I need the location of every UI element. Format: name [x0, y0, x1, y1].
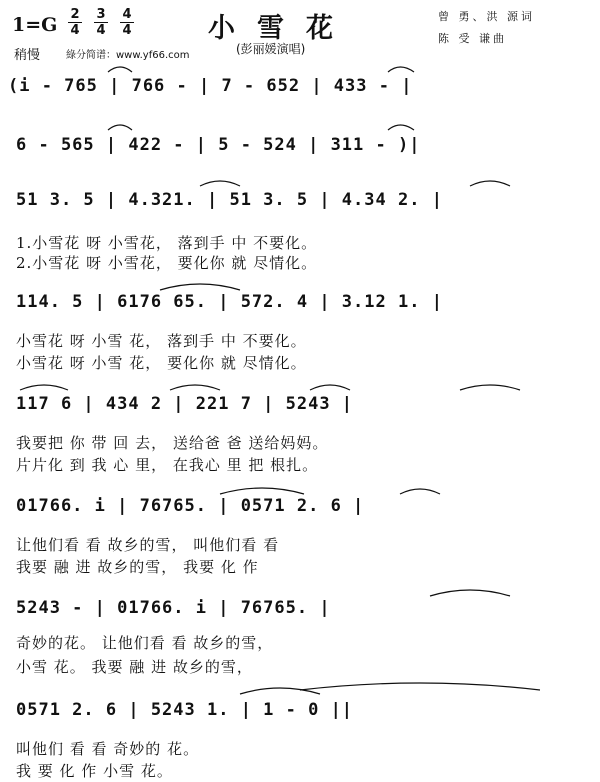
notation-line-7: 5243 - | 01766. i | 76765. | [16, 598, 331, 618]
notation-line-2: 6 - 565 | 422 - | 5 - 524 | 311 - )| [16, 135, 421, 155]
slur-arc [470, 181, 510, 186]
slur-arc [220, 488, 304, 494]
lyric-line-4-verse-1: 小雪花 呀 小雪 花， 落到手 中 不要化。 [16, 332, 307, 350]
time-signature-4-4: 4 4 [120, 8, 134, 37]
notation-line-5: 117 6 | 434 2 | 221 7 | 5243 | [16, 394, 354, 414]
slur-arc [20, 385, 68, 390]
time-signature-2-4: 2 4 [68, 8, 82, 37]
tie-arc [300, 683, 540, 690]
composer-credit: 陈 受 谦曲 [438, 32, 507, 45]
lyric-line-7-verse-1: 奇妙的花。 让他们看 看 故乡的雪， [16, 634, 274, 652]
slur-arc [460, 385, 520, 390]
lyric-line-3-verse-1: 1.小雪花 呀 小雪花， 落到手 中 不要化。 [16, 234, 318, 252]
performer-credit: (彭丽媛演唱) [236, 42, 306, 56]
lyric-line-8-verse-1: 叫他们 看 看 奇妙的 花。 [16, 740, 200, 758]
lyric-line-5-verse-1: 我要把 你 带 回 去， 送给爸 爸 送给妈妈。 [16, 434, 329, 452]
lyricist-credit: 曾 勇、洪 源词 [438, 10, 535, 23]
notation-line-6: 01766. i | 76765. | 0571 2. 6 | [16, 496, 365, 516]
lyric-line-6-verse-2: 我要 融 进 故乡的雪， 我要 化 作 [16, 558, 259, 576]
notation-line-3: 51 3. 5 | 4.321. | 51 3. 5 | 4.34 2. | [16, 190, 443, 210]
lyric-line-6-verse-1: 让他们看 看 故乡的雪， 叫他们看 看 [16, 536, 280, 554]
lyric-line-4-verse-2: 小雪花 呀 小雪 花， 要化你 就 尽情化。 [16, 354, 307, 372]
song-title: 小雪花 [208, 13, 355, 44]
tempo-marking: 稍慢 [14, 48, 41, 63]
slur-arc [430, 590, 510, 596]
slur-arc [400, 489, 440, 494]
slur-arc [200, 181, 240, 186]
slur-arc [160, 284, 240, 290]
triplet-arc [388, 125, 414, 130]
time-signature-3-4: 3 4 [94, 8, 108, 37]
lyric-line-8-verse-2: 我 要 化 作 小雪 花。 [16, 762, 173, 780]
slur-arc [310, 385, 350, 390]
triplet-arc [388, 67, 414, 72]
triplet-arc [108, 67, 132, 72]
lyric-line-5-verse-2: 片片化 到 我 心 里， 在我心 里 把 根扎。 [16, 456, 319, 474]
notation-line-4: 114. 5 | 6176 65. | 572. 4 | 3.12 1. | [16, 292, 443, 312]
lyric-line-7-verse-2: 小雪 花。 我要 融 进 故乡的雪， [16, 658, 253, 676]
notation-line-1: (i - 765 | 766 - | 7 - 652 | 433 - | [8, 76, 413, 96]
notation-line-8: 0571 2. 6 | 5243 1. | 1 - 0 || [16, 700, 354, 720]
key-signature: 1=G [12, 14, 58, 36]
site-watermark: 綠分简谱：www.yf66.com [66, 50, 190, 61]
triplet-arc [108, 125, 132, 130]
lyric-line-3-verse-2: 2.小雪花 呀 小雪花， 要化你 就 尽情化。 [16, 254, 318, 272]
triplet-arc [170, 385, 220, 390]
